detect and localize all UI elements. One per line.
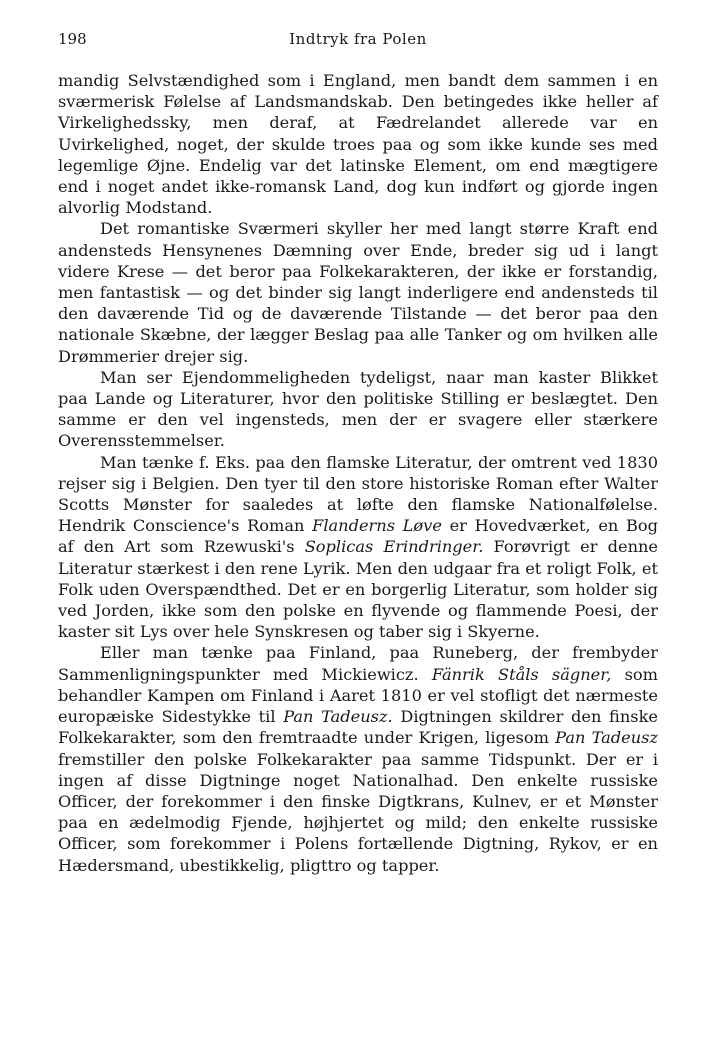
paragraph-p3 [58,367,658,452]
text-run: er Hovedværket, en Bog af den Art som Rzewuski's [58,516,659,557]
italic-title: Fänrik Ståls sägner, [431,664,612,684]
body-text [58,70,658,876]
italic-title: Pan Tadeusz [555,728,658,748]
text-run: Man ser Ejendommeligheden tydeligst, naar man kaster Blikket paa Lande og Literaturer, hvor den politiske Stilling er beslægtet. Den samme er den vel ingensteds, men der er svagere eller stærkere Overensstemmelser. [58,367,658,451]
italic-title: Flanderns Løve [312,516,442,536]
text-run: Det romantiske Sværmeri skyller her med langt større Kraft end andensteds Hensynenes Dæmning over Ende, breder sig ud i langt videre Krese — det beror paa Folkekarakteren, der ikke er forstandig, men fantastisk — og det binder sig langt inderligere end andensteds til den daværende Tid og de daværende Tilstande — det beror paa den nationale Skæbne, der lægger Beslag paa alle Tanker og om hvilken alle Drømmerier drejer sig. [58,219,658,366]
italic-title: Soplicas Erindringer. [304,537,484,557]
paragraph-p5 [58,642,658,875]
text-run: Digtningen skildrer den finske Folkekarakter, som den fremtraadte under Krigen, ligesom [58,707,658,748]
running-title: Indtryk fra Polen [289,30,427,48]
paragraph-p2 [58,218,658,366]
text-run: fremstiller den polske Folkekarakter paa samme Tidspunkt. Der er i ingen af disse Digtninge noget Nationalhad. Den enkelte russiske Officer, der forekommer i den finske Digtkrans, Kulnev, er et Mønster paa en ædelmodig Fjende, højhjertet og mild; den enkelte russiske Officer, som forekommer i Polens fortællende Digtning, Rykov, er en Hædersmand, ubestikkelig, pligttro og tapper. [58,749,658,875]
paragraph-p4 [58,452,658,643]
italic-title: Pan Tadeusz. [283,707,393,727]
running-header [58,30,658,52]
paragraph-p1 [58,70,658,218]
text-run: mandig Selvstændighed som i England, men bandt dem sammen i en sværmerisk Følelse af Landsmandskab. Den betingedes ikke heller af Virkelighedssky, men deraf, at Fædrelandet allerede var en Uvirkelighed, noget, der skulde troes paa og som ikke kunde ses med legemlige Øjne. Endelig var det latinske Element, om end mægtigere end i noget andet ikke-romansk Land, dog kun indført og gjorde ingen alvorlig Modstand. [58,71,658,218]
text-run: Man tænke f. Eks. paa den flamske Literatur, der omtrent ved 1830 rejser sig i Belgien. Den tyer til den store historiske Roman efter Walter Scotts Mønster for saaledes at løfte den flamske Nationalfølelse. Hendrik Conscience's Roman [58,452,658,536]
text-run: Forøvrigt er denne Literatur stærkest i den rene Lyrik. Men den udgaar fra et roligt Folk, et Folk uden Overspændthed. Det er en borgerlig Literatur, som holder sig ved Jorden, ikke som den polske en flyvende og flammende Poesi, der kaster sit Lys over hele Synskresen og taber sig i Skyerne. [58,537,658,642]
text-run: som behandler Kampen om Finland i Aaret 1810 er vel stofligt det nærmeste europæiske Sidestykke til [58,664,658,727]
page-number: 198 [58,30,87,48]
book-page [58,30,658,876]
text-run: Eller man tænke paa Finland, paa Runeberg, der frembyder Sammenligningspunkter med Mickiewicz. [58,643,658,684]
